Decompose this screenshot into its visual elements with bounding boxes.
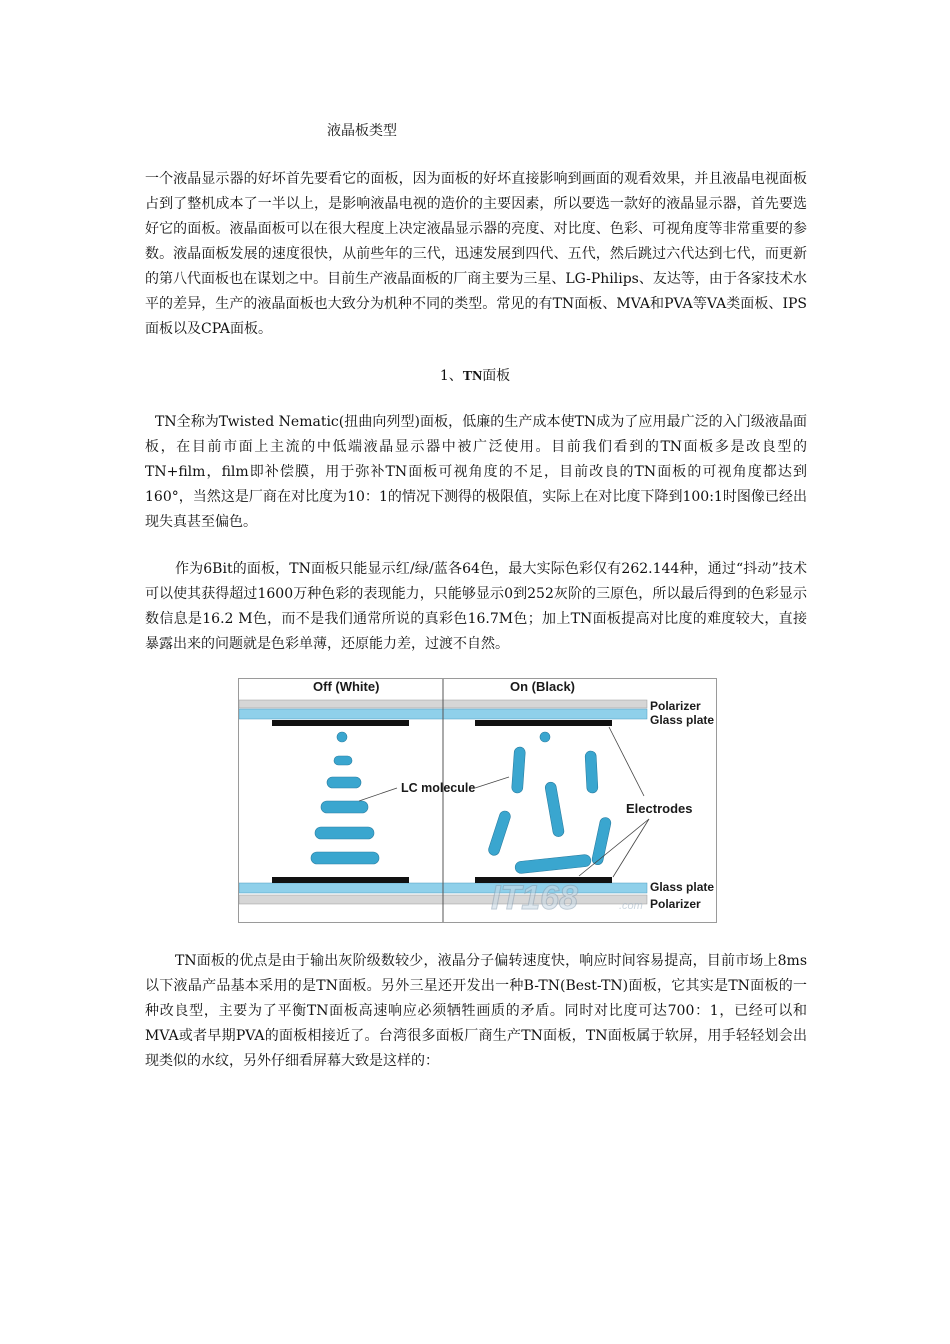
watermark-text: IT168 [491,879,578,917]
tn-panel-diagram [238,678,717,923]
leader-electrode-bottom-1 [613,819,649,877]
six-bit-paragraph: 作为6Bit的面板，TN面板只能显示红/绿/蓝各64色，最大实际色彩仅有262.144种，通过“抖动”技术可以使其获得超过1600万种色彩的表现能力，只能够显示0到252灰阶的三原色，所以最后得到的色彩显示数信息是16.2 M色，而不是我们通常所说的真彩色16.7M色；加上TN面板提高对比度的难度较大，直接暴露出来的问题就是色彩单薄，还原能力差，过渡不自然。 [145,561,807,652]
document-title: 液晶板类型 [327,123,397,139]
lc-molecule [511,747,525,794]
lc-molecule [515,854,592,874]
label-lc-molecule: LC molecule [401,781,476,795]
leader-lc-right [475,777,509,788]
advantages-paragraph: TN面板的优点是由于输出灰阶级数较少，液晶分子偏转速度快，响应时间容易提高，目前市场上8ms以下液晶产品基本采用的是TN面板。另外三星还开发出一种B-TN(Best-TN)面板，它其实是TN面板的一种改良型，主要为了平衡TN面板高速响应必须牺牲画质的矛盾。同时对比度可达700：1，已经可以和MVA或者早期PVA的面板相接近了。台湾很多面板厂商生产TN面板，TN面板属于软屏，用手轻轻划会出现类似的水纹，另外仔细看屏幕大致是这样的： [145,953,807,1069]
label-off-white: Off (White) [313,679,380,694]
leader-electrode-top [609,727,644,796]
lc-molecule [591,816,612,865]
label-on-black: On (Black) [510,679,576,694]
lc-molecule [321,801,368,813]
watermark-suffix: .com [619,900,643,912]
lc-molecules-on [487,732,612,874]
section-number: 1、 [439,368,463,384]
lc-molecule [487,810,512,857]
label-electrodes: Electrodes [626,801,693,816]
leader-lines [359,727,649,877]
lc-molecule [311,852,379,864]
lc-molecule [315,827,374,839]
electrode-top-right [475,720,612,726]
lc-molecule [337,732,347,742]
label-polarizer-top: Polarizer [650,699,701,713]
lc-molecule [585,751,598,794]
lc-molecule [334,756,352,765]
lc-molecule [327,777,361,788]
label-glass-plate-top: Glass plate [650,713,715,727]
lc-molecule [540,732,550,742]
electrode-top-left [272,720,409,726]
label-glass-plate-bottom: Glass plate [650,880,715,894]
leader-lc-left [359,788,397,801]
leader-electrode-bottom-2 [579,819,649,876]
section-title-rest: 面板 [482,368,511,384]
lc-molecule [544,781,564,837]
section-title-bold: TN [462,369,483,384]
section-heading-tn [0,366,950,387]
electrode-bottom-left [272,877,409,883]
label-polarizer-bottom: Polarizer [650,897,701,911]
intro-paragraph: 一个液晶显示器的好坏首先要看它的面板，因为面板的好坏直接影响到画面的观看效果，并且液晶电视面板占到了整机成本了一半以上，是影响液晶电视的造价的主要因素，所以要选一款好的液晶显示器，首先要选好它的面板。液晶面板可以在很大程度上决定液晶显示器的亮度、对比度、色彩、可视角度等非常重要的参数。液晶面板发展的速度很快，从前些年的三代，迅速发展到四代、五代，然后跳过六代达到七代，而更新的第八代面板也在谋划之中。目前生产液晶面板的厂商主要为三星、LG-Philips、友达等，由于各家技术水平的差异，生产的液晶面板也大致分为机种不同的类型。常见的有TN面板、MVA和PVA等VA类面板、IPS面板以及CPA面板。 [145,171,807,337]
tn-intro-paragraph: TN全称为Twisted Nematic(扭曲向列型)面板，低廉的生产成本使TN成为了应用最广泛的入门级液晶面板，在目前市面上主流的中低端液晶显示器中被广泛使用。目前我们看到的TN面板多是改良型的TN+film，film即补偿膜，用于弥补TN面板可视角度的不足，目前改良的TN面板的可视角度都达到160°，当然这是厂商在对比度为10：1的情况下测得的极限值，实际上在对比度下降到100:1时图像已经出现失真甚至偏色。 [145,414,807,530]
